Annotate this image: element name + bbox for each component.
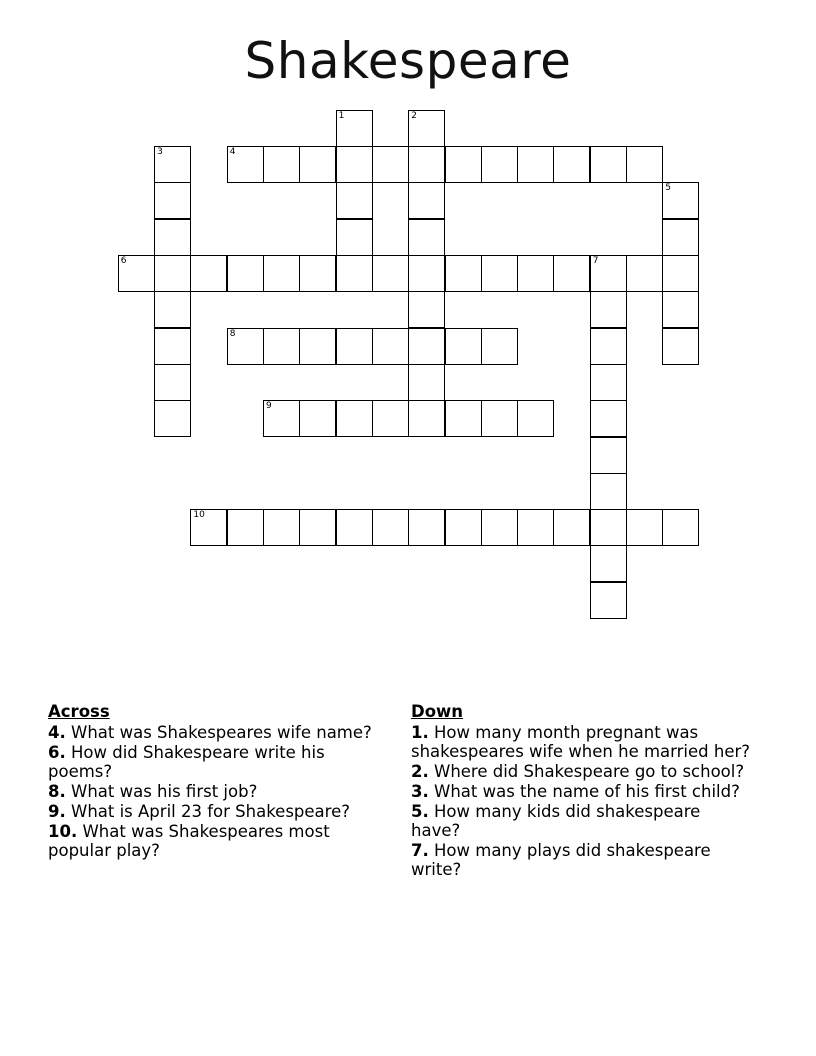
grid-cell[interactable] <box>626 509 663 546</box>
clue-number: 3. <box>411 782 429 801</box>
grid-cell[interactable] <box>662 255 699 292</box>
grid-cell[interactable] <box>445 509 482 546</box>
grid-cell[interactable] <box>336 219 373 256</box>
grid-cell[interactable] <box>154 400 191 437</box>
grid-cell[interactable] <box>662 219 699 256</box>
cell-number: 2 <box>411 110 417 121</box>
grid-cell[interactable] <box>408 364 445 401</box>
grid-cell[interactable] <box>263 146 300 183</box>
grid-cell[interactable] <box>517 146 554 183</box>
across-heading: Across <box>48 702 110 721</box>
grid-cell[interactable] <box>372 509 409 546</box>
cell-number: 3 <box>157 147 163 158</box>
grid-cell[interactable] <box>263 509 300 546</box>
grid-cell[interactable] <box>154 219 191 256</box>
grid-cell[interactable] <box>336 400 373 437</box>
grid-cell[interactable] <box>263 400 300 437</box>
grid-cell[interactable] <box>408 219 445 256</box>
clue-text: What was Shakespeares wife name? <box>71 723 372 742</box>
clue-text: Where did Shakespeare go to school? <box>434 762 745 781</box>
grid-cell[interactable] <box>481 509 518 546</box>
clue-number: 5. <box>411 802 429 821</box>
clue-down-1 <box>411 723 751 761</box>
clue-down-7 <box>411 841 751 879</box>
cell-number: 1 <box>338 110 345 121</box>
clue-text: How many kids did shakespeare have? <box>411 802 701 840</box>
clue-number: 6. <box>48 743 66 762</box>
grid-cell[interactable] <box>299 146 336 183</box>
clue-number: 4. <box>48 723 66 742</box>
grid-cell[interactable] <box>408 182 445 219</box>
grid-cell[interactable] <box>662 291 699 328</box>
grid-cell[interactable] <box>445 255 482 292</box>
grid-cell[interactable] <box>590 255 627 292</box>
grid-cell[interactable] <box>590 328 627 365</box>
grid-cell[interactable] <box>553 255 590 292</box>
grid-cell[interactable] <box>590 400 627 437</box>
grid-cell[interactable] <box>445 328 482 365</box>
grid-cell[interactable] <box>590 146 627 183</box>
grid-cell[interactable] <box>662 328 699 365</box>
grid-cell[interactable] <box>336 182 373 219</box>
clue-number: 1. <box>411 723 429 742</box>
clue-text: What was the name of his first child? <box>434 782 740 801</box>
grid-cell[interactable] <box>372 146 409 183</box>
grid-cell[interactable] <box>553 146 590 183</box>
grid-cell[interactable] <box>590 364 627 401</box>
grid-cell[interactable] <box>481 400 518 437</box>
grid-cell[interactable] <box>517 255 554 292</box>
grid-cell[interactable] <box>190 509 227 546</box>
grid-cell[interactable] <box>299 400 336 437</box>
grid-cell[interactable] <box>118 255 155 292</box>
grid-cell[interactable] <box>590 291 627 328</box>
grid-cell[interactable] <box>445 400 482 437</box>
grid-cell[interactable] <box>227 255 264 292</box>
down-clues <box>411 702 751 880</box>
grid-cell[interactable] <box>227 509 264 546</box>
grid-cell[interactable] <box>372 328 409 365</box>
cell-number: 5 <box>665 183 672 194</box>
grid-cell[interactable] <box>626 255 663 292</box>
grid-cell[interactable] <box>590 545 627 582</box>
grid-cell[interactable] <box>408 146 445 183</box>
grid-cell[interactable] <box>590 473 627 510</box>
grid-cell[interactable] <box>336 509 373 546</box>
grid-cell[interactable] <box>408 328 445 365</box>
grid-cell[interactable] <box>445 146 482 183</box>
clue-across-6 <box>48 743 388 781</box>
grid-cell[interactable] <box>662 509 699 546</box>
clue-text: What was Shakespeares most popular play? <box>48 822 330 860</box>
cell-number: 8 <box>229 328 236 339</box>
clue-number: 9. <box>48 802 66 821</box>
grid-cell[interactable] <box>662 182 699 219</box>
cell-number: 7 <box>592 256 599 266</box>
grid-cell[interactable] <box>481 255 518 292</box>
clue-text: How many month pregnant was shakespeares wife when he married her? <box>411 723 751 761</box>
grid-cell[interactable] <box>590 582 627 619</box>
grid-cell[interactable] <box>372 400 409 437</box>
clue-text: How many plays did shakespeare write? <box>411 841 711 879</box>
grid-cell[interactable] <box>154 255 191 292</box>
clue-down-3 <box>411 782 751 801</box>
grid-cell[interactable] <box>626 146 663 183</box>
grid-cell[interactable] <box>154 182 191 219</box>
across-clues <box>48 702 388 861</box>
grid-cell[interactable] <box>517 509 554 546</box>
clue-number: 7. <box>411 841 429 860</box>
grid-cell[interactable] <box>299 328 336 365</box>
clue-across-4 <box>48 723 388 742</box>
grid-cell[interactable] <box>190 255 227 292</box>
grid-cell[interactable] <box>481 328 518 365</box>
grid-cell[interactable] <box>154 328 191 365</box>
clue-across-9 <box>48 802 388 821</box>
down-heading: Down <box>411 702 464 721</box>
clue-text: How did Shakespeare write his poems? <box>48 743 325 781</box>
grid-cell[interactable] <box>263 255 300 292</box>
cell-number: 9 <box>266 401 272 412</box>
clue-down-5 <box>411 802 751 840</box>
grid-cell[interactable] <box>408 400 445 437</box>
clue-text: What was his first job? <box>71 782 258 801</box>
grid-cell[interactable] <box>227 146 264 183</box>
page-title: Shakespeare <box>244 32 572 90</box>
grid-cell[interactable] <box>553 509 590 546</box>
grid-cell[interactable] <box>299 509 336 546</box>
grid-cell[interactable] <box>154 364 191 401</box>
grid-cell[interactable] <box>372 255 409 292</box>
cell-number: 6 <box>120 256 127 266</box>
clue-across-8 <box>48 782 388 801</box>
grid-cell[interactable] <box>481 146 518 183</box>
clue-number: 8. <box>48 782 66 801</box>
grid-cell[interactable] <box>154 146 191 183</box>
grid-cell[interactable] <box>408 291 445 328</box>
grid-cell[interactable] <box>263 328 300 365</box>
cell-number: 10 <box>193 510 205 521</box>
cell-number: 4 <box>229 147 236 158</box>
grid-cell[interactable] <box>336 110 373 147</box>
clue-down-2 <box>411 762 751 781</box>
grid-cell[interactable] <box>336 328 373 365</box>
grid-cell[interactable] <box>408 110 445 147</box>
grid-cell[interactable] <box>227 328 264 365</box>
grid-cell[interactable] <box>408 509 445 546</box>
clue-number: 2. <box>411 762 429 781</box>
clue-text: What is April 23 for Shakespeare? <box>71 802 350 821</box>
grid-cell[interactable] <box>299 255 336 292</box>
clue-number: 10. <box>48 822 78 841</box>
grid-cell[interactable] <box>517 400 554 437</box>
grid-cell[interactable] <box>336 255 373 292</box>
grid-cell[interactable] <box>154 291 191 328</box>
grid-cell[interactable] <box>408 255 445 292</box>
grid-cell[interactable] <box>590 509 627 546</box>
grid-cell[interactable] <box>336 146 373 183</box>
clue-across-10 <box>48 822 388 860</box>
grid-cell[interactable] <box>590 437 627 474</box>
